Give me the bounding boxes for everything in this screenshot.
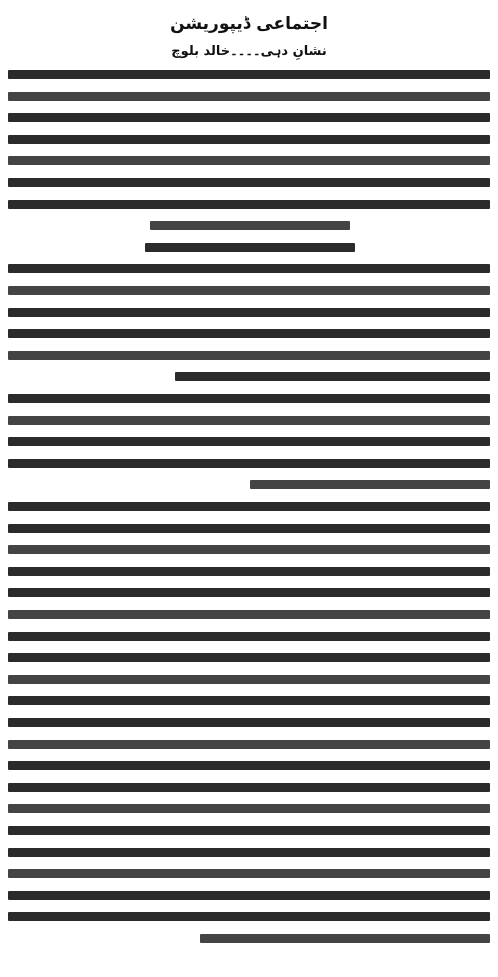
text-line	[8, 567, 490, 576]
text-line	[8, 675, 490, 684]
article-title: اجتماعی ڈیپوریشن	[170, 14, 328, 34]
text-line	[8, 783, 490, 792]
text-line	[8, 286, 490, 295]
text-line	[8, 653, 490, 662]
text-line	[8, 329, 490, 338]
text-line	[8, 610, 490, 619]
text-line	[8, 113, 490, 122]
text-line	[8, 394, 490, 403]
text-line	[8, 804, 490, 813]
text-line	[8, 826, 490, 835]
text-line	[250, 480, 490, 489]
text-line	[8, 156, 490, 165]
text-line	[8, 351, 490, 360]
text-line	[8, 545, 490, 554]
text-line	[8, 135, 490, 144]
text-line	[8, 200, 490, 209]
text-line	[8, 848, 490, 857]
text-line	[8, 588, 490, 597]
text-line	[8, 70, 490, 79]
text-line	[8, 869, 490, 878]
text-line	[8, 502, 490, 511]
text-line	[8, 459, 490, 468]
text-line	[8, 308, 490, 317]
article-byline: نشانِ دہی۔۔۔۔خالد بلوچ	[171, 44, 327, 59]
text-line	[200, 934, 490, 943]
text-line	[8, 891, 490, 900]
text-line	[145, 243, 355, 252]
text-line	[8, 696, 490, 705]
text-line	[8, 632, 490, 641]
text-line	[8, 912, 490, 921]
text-line	[8, 92, 490, 101]
text-line	[8, 178, 490, 187]
text-line	[8, 437, 490, 446]
text-line	[8, 740, 490, 749]
text-line	[8, 761, 490, 770]
text-line	[8, 264, 490, 273]
text-line	[150, 221, 350, 230]
text-line	[8, 718, 490, 727]
text-line	[8, 524, 490, 533]
text-line	[175, 372, 490, 381]
text-line	[8, 416, 490, 425]
